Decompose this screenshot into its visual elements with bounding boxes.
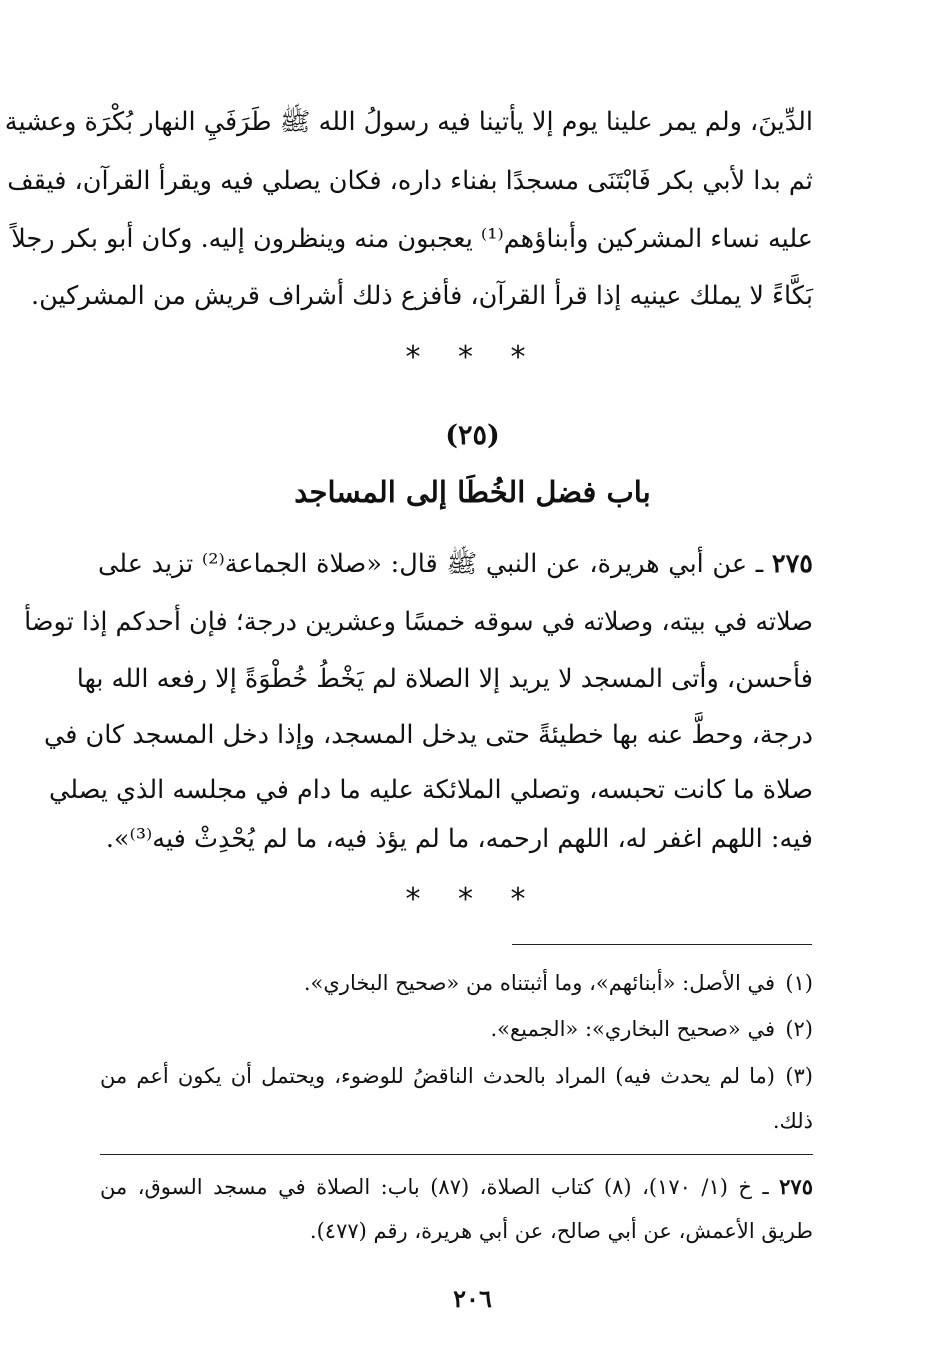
hadith-line-3: فأحسن، وأتى المسجد لا يريد إلا الصلاة لم يَخْطُ خُطْوَةً إلا رفعه الله بها [76,664,813,694]
section-separator-1: * * * [405,340,540,375]
footnote-rule [512,944,812,945]
body-line-2: ثم بدا لأبي بكر فَابْتَنَى مسجدًا بفناء داره، فكان يصلي فيه ويقرأ القرآن، فيقف [7,166,813,196]
footnote-1 [100,966,813,1000]
body-line-1: الدِّينَ، ولم يمر علينا يوم إلا يأتينا فيه رسولُ الله ﷺ طَرَفَيِ النهار بُكْرَة وعشية [4,107,813,137]
footnote-2-number: (٢) [785,1017,813,1041]
source-line-1 [100,1170,813,1204]
hadith-line-4: درجة، وحطَّ عنه بها خطيئةً حتى يدخل المسجد، وإذا دخل المسجد كان في [43,720,813,750]
hadith-line-1-text: ـ عن أبي هريرة، عن النبي ﷺ قال: «صلاة الجماعة⁽²⁾ تزيد على [98,549,764,579]
source-line-2: طريق الأعمش، عن أبي صالح، عن أبي هريرة، رقم (٤٧٧). [309,1219,813,1243]
footnote-1-number: (١) [785,971,813,995]
footnote-2-text: في «صحيح البخاري»: «الجميع». [490,1017,775,1041]
source-line-1-text: ـ خ (١/ ١٧٠)، (٨) كتاب الصلاة، (٨٧) باب: الصلاة في مسجد السوق، من [100,1175,769,1199]
footnote-1-text: في الأصل: «أبنائهم»، وما أثبتناه من «صحيح البخاري». [303,971,775,995]
footnote-2 [100,1012,813,1046]
body-line-4: بَكَّاءً لا يملك عينيه إذا قرأ القرآن، فأفزع ذلك أشراف قريش من المشركين. [30,281,813,311]
page-number: ٢٠٦ [453,1284,492,1313]
body-line-3: عليه نساء المشركين وأبناؤهم⁽¹⁾ يعجبون منه وينظرون إليه. وكان أبو بكر رجلاً [11,224,813,254]
hadith-line-5: صلاة ما كانت تحبسه، وتصلي الملائكة عليه ما دام في مجلسه الذي يصلي [49,775,813,805]
chapter-number: (٢٥) [445,420,500,451]
footnote-3-number: (٣) [785,1064,813,1088]
footnote-3 [100,1059,813,1093]
footnote-3-text: (ما لم يحدث فيه) المراد بالحدث الناقضُ للوضوء، ويحتمل أن يكون أعم من [100,1064,775,1088]
hadith-number: ٢٧٥ [771,549,813,579]
section-separator-2: * * * [405,882,540,917]
footnote-3-continuation: ذلك. [772,1109,813,1133]
hadith-line-1 [98,544,813,584]
source-number: ٢٧٥ [779,1174,813,1199]
source-rule [100,1154,813,1155]
hadith-line-6: فيه: اللهم اغفر له، اللهم ارحمه، ما لم يؤذ فيه، ما لم يُحْدِثْ فيه⁽³⁾». [105,824,813,854]
chapter-title: باب فضل الخُطَا إلى المساجد [294,475,651,509]
hadith-line-2: صلاته في بيته، وصلاته في سوقه خمسًا وعشرين درجة؛ فإن أحدكم إذا توضأ [24,607,813,637]
